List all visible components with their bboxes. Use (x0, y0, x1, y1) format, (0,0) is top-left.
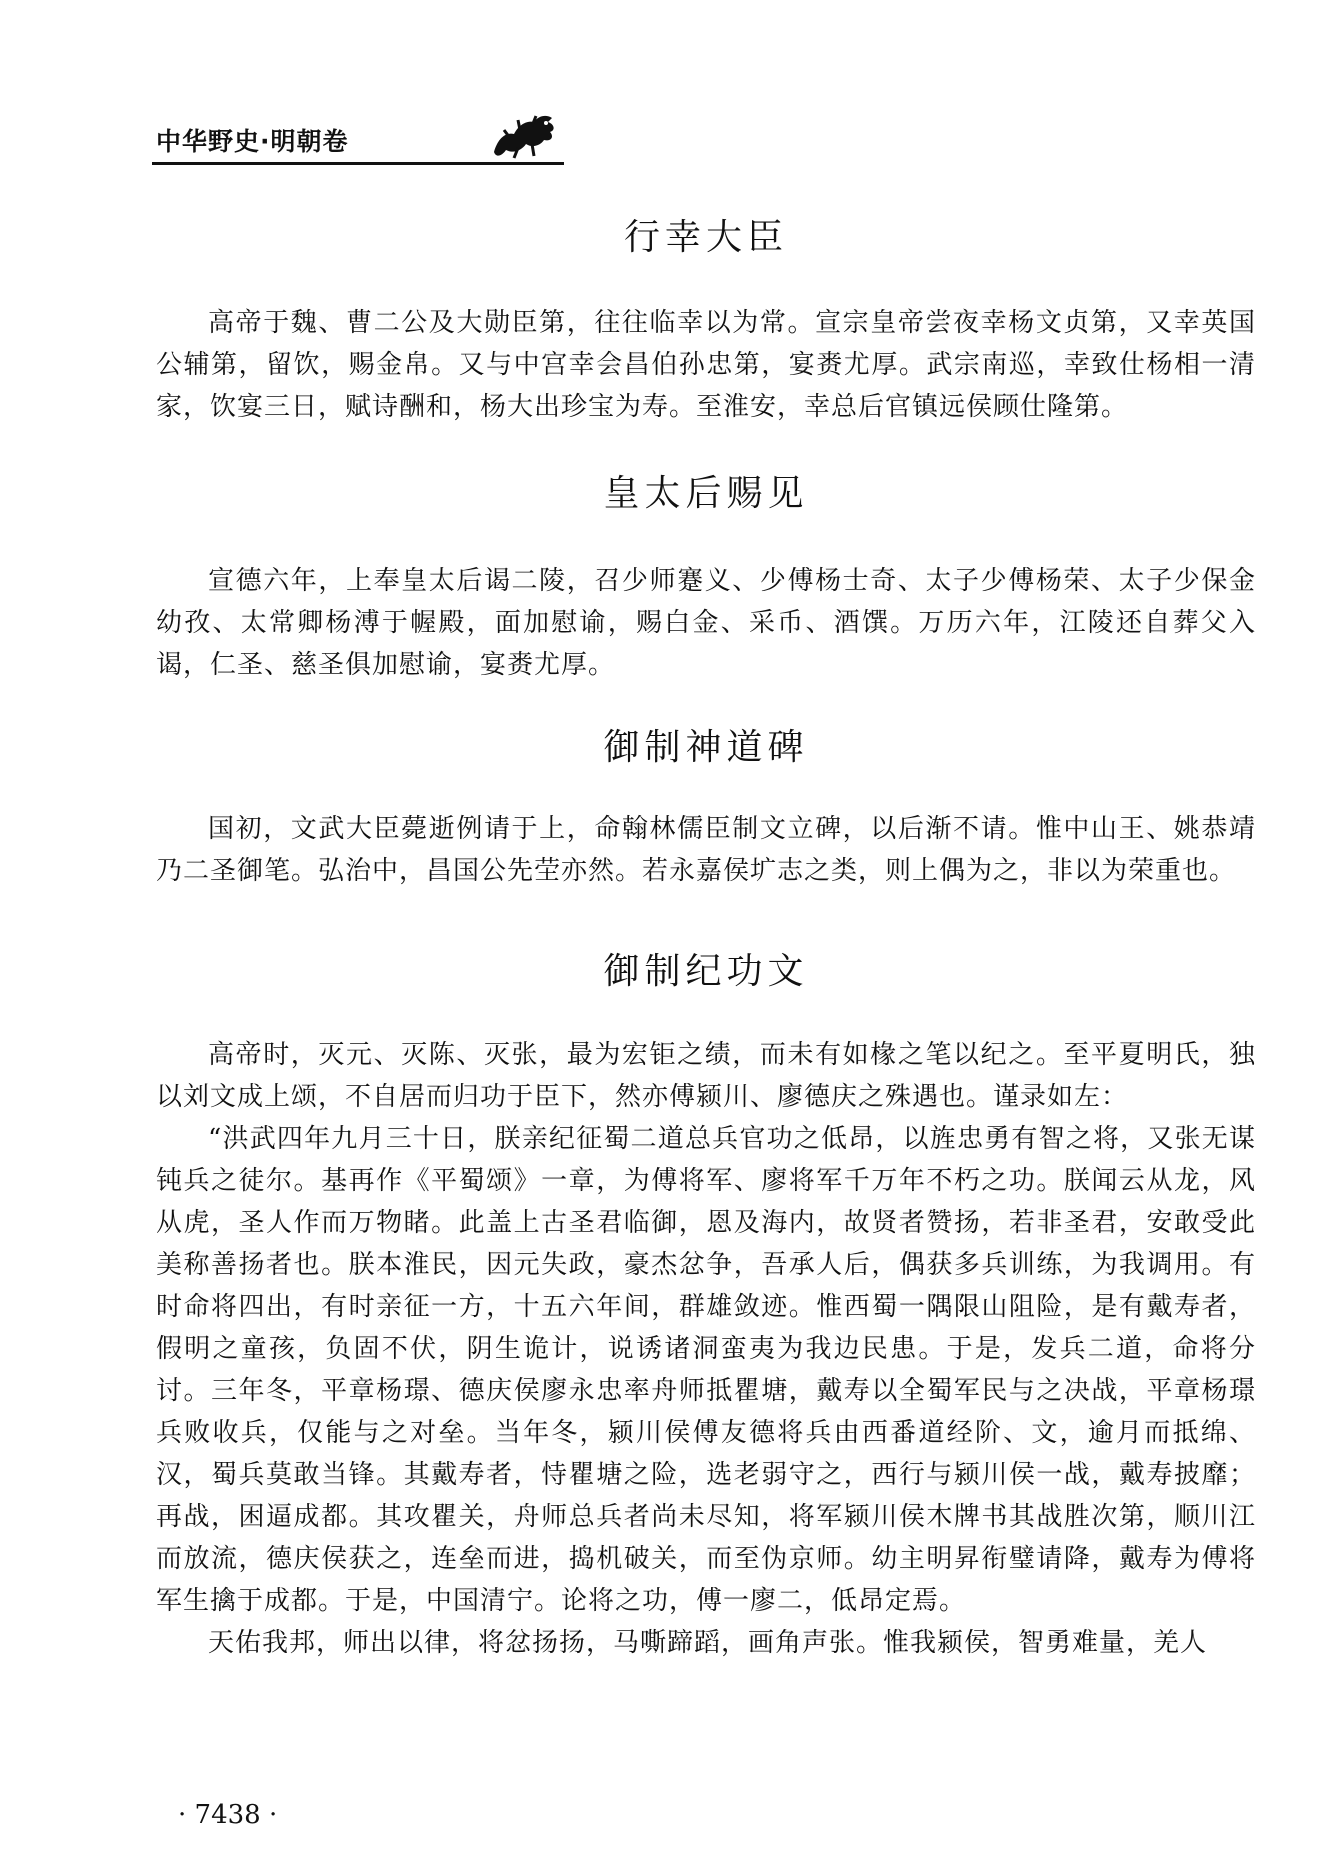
section-title-yuzhi-shendaobei: 御制神道碑 (603, 727, 809, 768)
page-number: · 7438 · (178, 1800, 278, 1830)
section-paragraph: 宣德六年，上奉皇太后谒二陵，召少师蹇义、少傅杨士奇、太子少傅杨荣、太子少保金幼孜、太常卿杨溥于幄殿，面加慰谕，赐白金、采币、酒馔。万历六年，江陵还自葬父入谒，仁圣、慈圣俱加慰谕，宴赉尤厚。 (156, 566, 1256, 680)
section-paragraph: 高帝时，灭元、灭陈、灭张，最为宏钜之绩，而未有如椽之笔以纪之。至平夏明氏，独以刘文成上颂，不自居而归功于臣下，然亦傅颍川、廖德庆之殊遇也。谨录如左： (156, 1040, 1256, 1112)
section-paragraph: 高帝于魏、曹二公及大勋臣第，往往临幸以为常。宣宗皇帝尝夜幸杨文贞第，又幸英国公辅第，留饮，赐金帛。又与中宫幸会昌伯孙忠第，宴赉尤厚。武宗南巡，幸致仕杨相一清家，饮宴三日，赋诗酬和，杨大出珍宝为寿。至淮安，幸总后官镇远侯顾仕隆第。 (156, 308, 1256, 422)
section-title-xingxing-dachen: 行幸大臣 (623, 217, 788, 258)
page-content (156, 214, 1256, 1664)
section-paragraph: “洪武四年九月三十日，朕亲纪征蜀二道总兵官功之低昂，以旌忠勇有智之将，又张无谋钝兵之徒尔。基再作《平蜀颂》一章，为傅将军、廖将军千万年不朽之功。朕闻云从龙，风从虎，圣人作而万物睹。此盖上古圣君临御，恩及海内，故贤者赞扬，若非圣君，安敢受此美称善扬者也。朕本淮民，因元失政，豪杰忿争，吾承人后，偶获多兵训练，为我调用。有时命将四出，有时亲征一方，十五六年间，群雄敛迹。惟西蜀一隅限山阻险，是有戴寿者，假明之童孩，负固不伏，阴生诡计，说诱诸洞蛮夷为我边民患。于是，发兵二道，命将分讨。三年冬，平章杨璟、德庆侯廖永忠率舟师抵瞿塘，戴寿以全蜀军民与之决战，平章杨璟兵败收兵，仅能与之对垒。当年冬，颍川侯傅友德将兵由西番道经阶、文，逾月而抵绵、汉，蜀兵莫敢当锋。其戴寿者，恃瞿塘之险，选老弱守之，西行与颍川侯一战，戴寿披靡；再战，困逼成都。其攻瞿关，舟师总兵者尚未尽知，将军颍川侯木牌书其战胜次第，顺川江而放流，德庆侯获之，连垒而进，捣机破关，而至伪京师。幼主明昇衔璧请降，戴寿为傅将军生擒于成都。于是，中国清宁。论将之功，傅一廖二，低昂定焉。 (156, 1124, 1256, 1616)
header-divider (152, 162, 564, 165)
section-title-huangtaihou-cijian: 皇太后赐见 (603, 473, 809, 514)
running-header (152, 116, 564, 172)
section-title-yuzhi-jigongwen: 御制纪功文 (603, 951, 809, 992)
section-paragraph: 天佑我邦，师出以律，将忿扬扬，马嘶蹄蹈，画角声张。惟我颍侯，智勇难量，羌人 (208, 1628, 1208, 1658)
section-paragraph: 国初，文武大臣薨逝例请于上，命翰林儒臣制文立碑，以后渐不请。惟中山王、姚恭靖乃二圣御笔。弘治中，昌国公先茔亦然。若永嘉侯圹志之类，则上偶为之，非以为荣重也。 (156, 814, 1256, 886)
running-header-title: 中华野史·明朝卷 (156, 127, 349, 156)
dragon-emblem-icon (488, 108, 562, 160)
